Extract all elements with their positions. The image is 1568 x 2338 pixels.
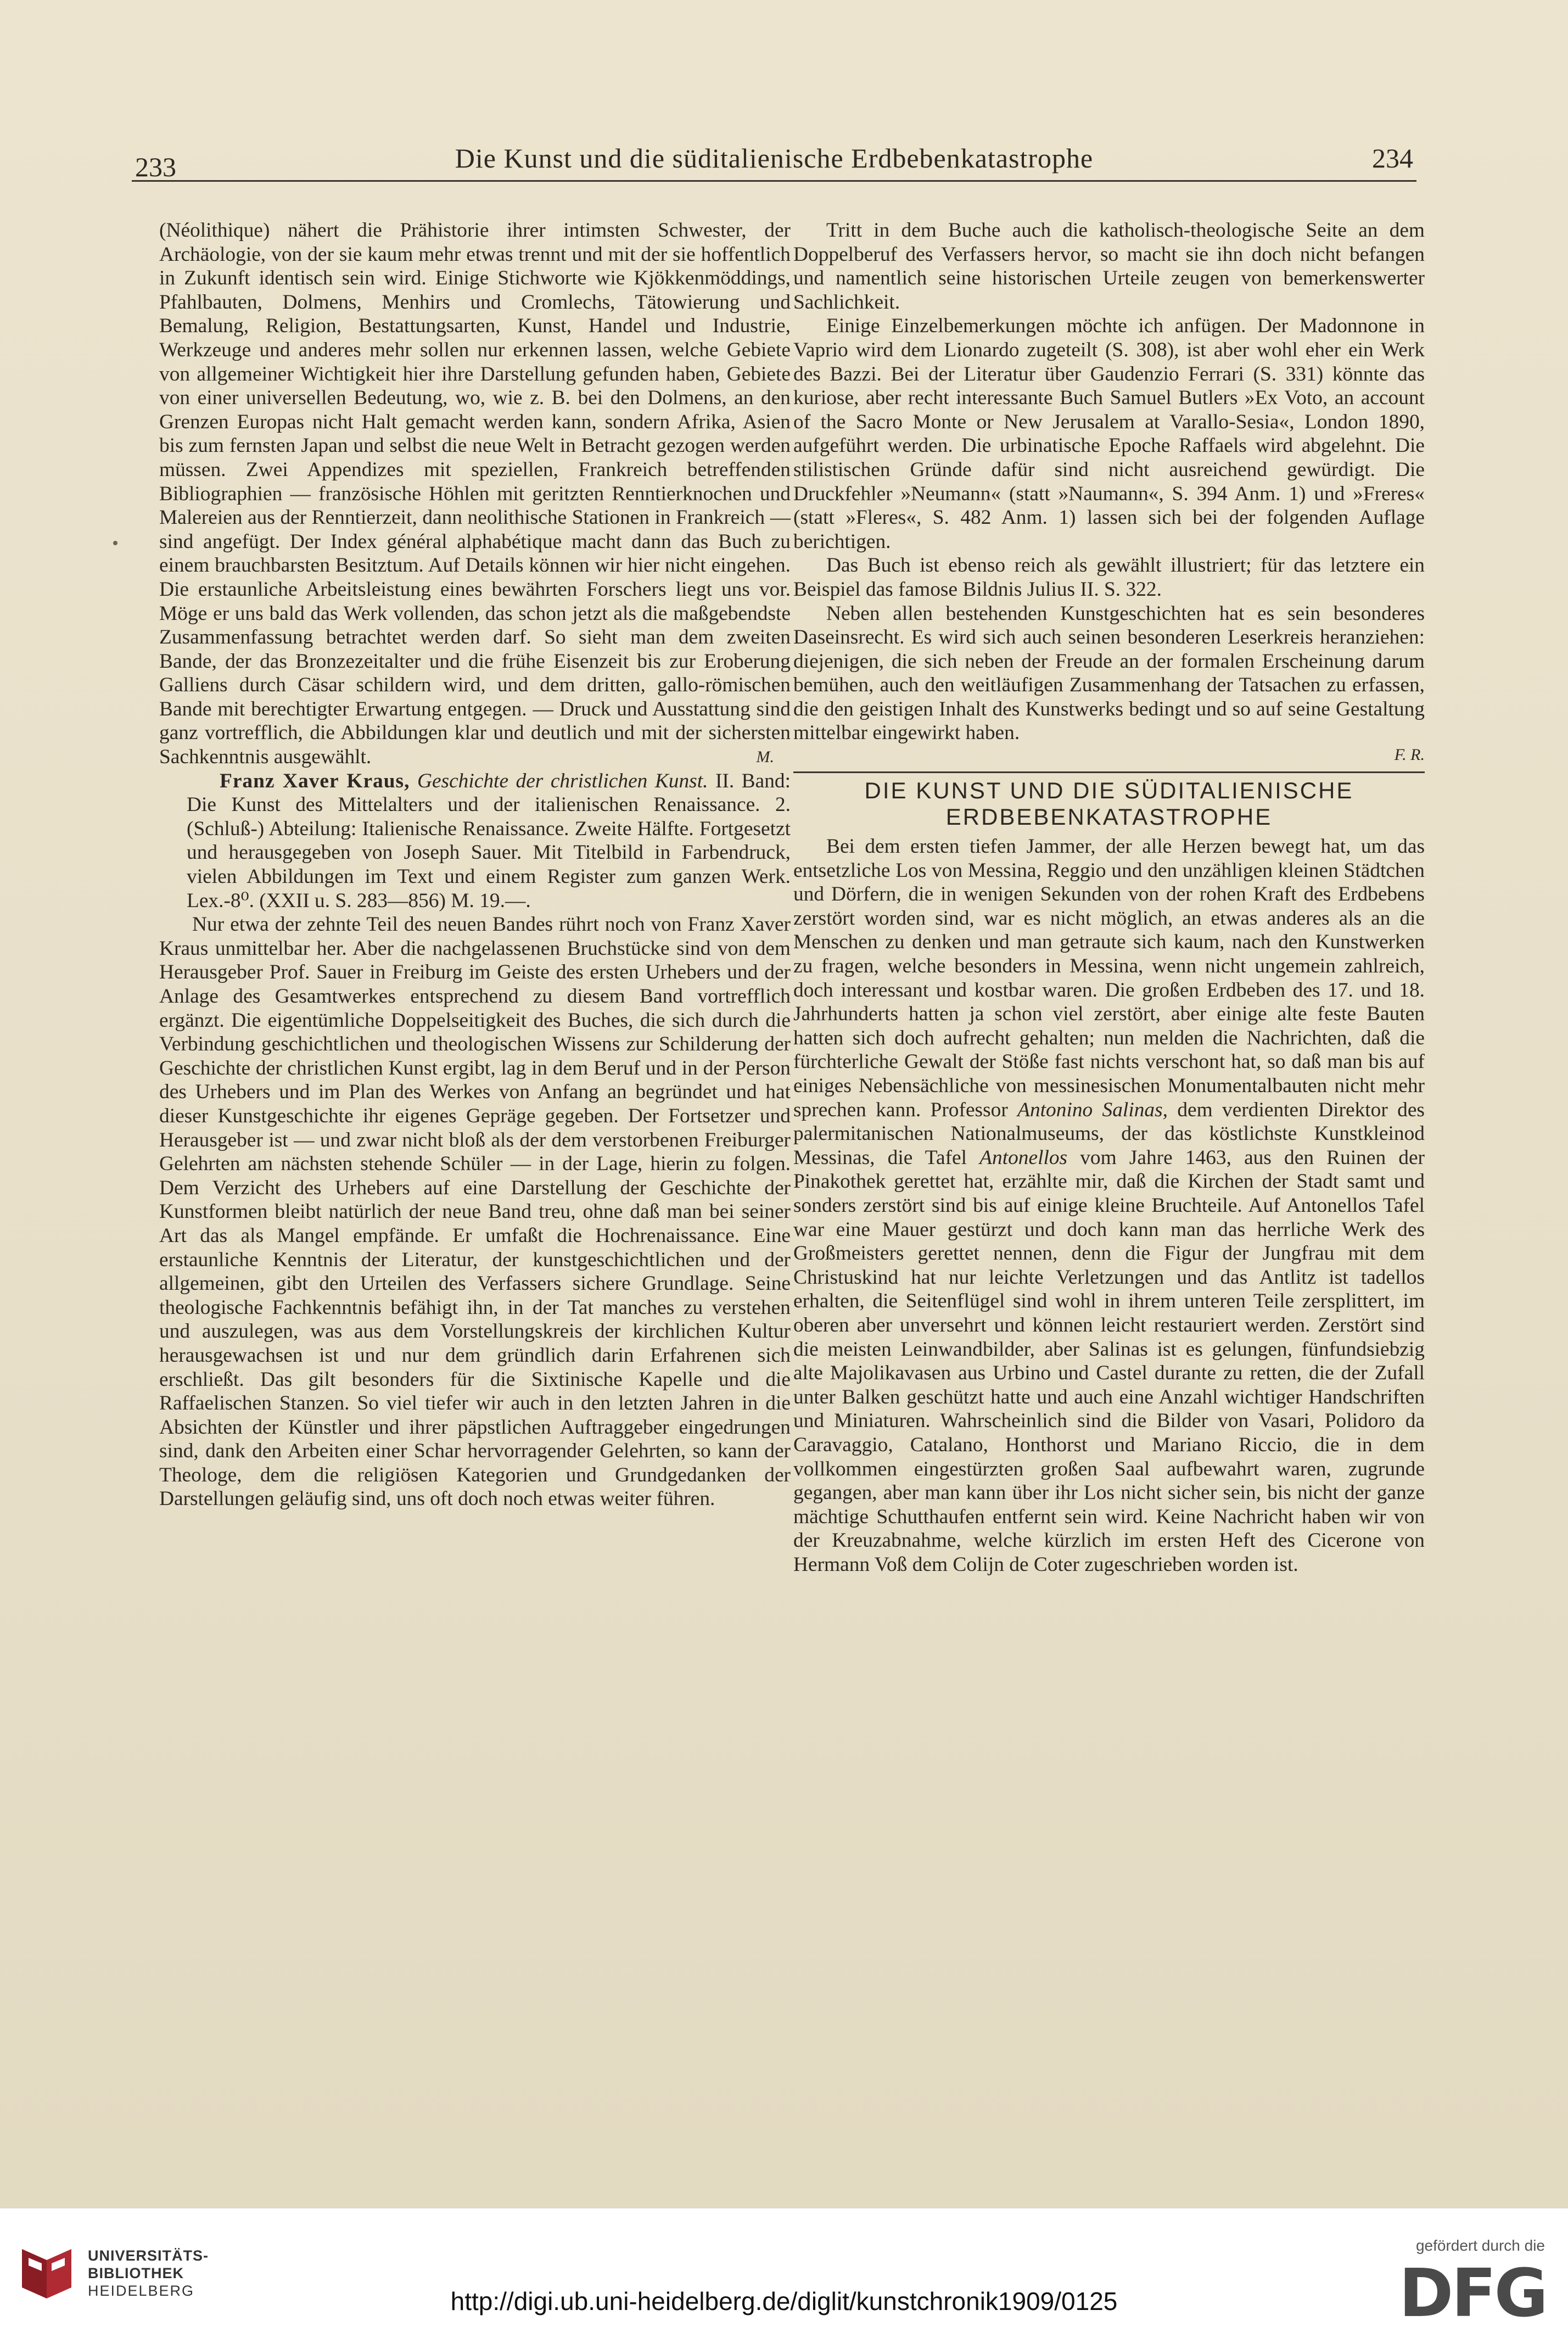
paragraph-text: dem verdienten Direktor des palermitanischen Nationalmuseums, der das köstlichste Kunstkleinod Messinas, die Tafel (793, 1098, 1425, 1169)
paragraph-text: Bei dem ersten tiefen Jammer, der alle Herzen bewegt hat, um das entsetzliche Los von Messina, Reggio und den unzähligen kleinen Städtchen und Dörfern, die in wenigen Sekunden von der rohen Kraft des Erdbebens zerstört worden sind, war es nicht möglich, an etwas anderes als an die Menschen zu denken und man getraute sich kaum, nach den Kunstwerken zu fragen, welche besonders in Messina, wenn nicht ungemein zahlreich, doch interessant und kostbar waren. Die großen Erdbeben des 17. und 18. Jahrhunderts hatten ja schon viel zerstört, aber einige alte feste Bauten hatten sich doch aufrecht gehalten; nun melden die Nachrichten, daß die fürchterliche Gewalt der Stöße fast nichts verschont hat, so daß man bis auf einiges Nebensächliche von messinesischen Monumentalbauten nicht mehr sprechen kann. Professor (793, 835, 1425, 1121)
paragraph-text: vom Jahre 1463, aus den Ruinen der Pinakothek gerettet hat, erzählte mir, daß die Kirchen der Stadt samt und sonders zerstört sind bis auf einige kleine Bruchteile. Auf Antonellos Tafel war eine Mauer gestürzt und doch kann man das herrliche Werk des Großmeisters gerettet nennen, denn die Figur der Jungfrau mit dem Christuskind hat nur leichte Verletzungen und das Antlitz ist tadellos erhalten, die Seitenflügel sind wohl in ihrem unteren Teile zersplittert, im oberen aber unversehrt und können leicht restauriert werden. Zerstört sind die meisten Leinwandbilder, aber Salinas ist es gelungen, fünfundsiebzig alte Majolikavasen aus Urbino und Castel durante zu retten, die der Zufall unter Balken geschützt hatte und auch eine Anzahl wichtiger Handschriften und Miniaturen. Wahrscheinlich sind die Bilder von Vasari, Polidoro da Caravaggio, Catalano, Honthorst und Mariano Riccio, die in dem vollkommen eingestürzten großen Saal aufbewahrt waren, zugrunde gegangen, aber man kann über ihr Los nicht sicher sein, bis nicht der ganze mächtige Schutthaufen entfernt sein wird. Keine Nachricht haben wir von der Kreuzabnahme, welche kürzlich im ersten Heft des Cicerone von Hermann Voß dem Colijn de Coter zugeschrieben worden ist. (793, 1146, 1425, 1576)
entry-details: II. Band: Die Kunst des Mittelalters und der italienischen Renaissance. 2. (Schluß-) Abteilung: Italienische Renaissance. Zweite Hälfte. Fortgesetzt und herausgegeben von Joseph Sauer. Mit Titelbild in Farbendruck, vielen Abbildungen im Text und einem Register zum ganzen Werk. Lex.-8⁰. (XXII u. S. 283—856) M. 19.—. (187, 769, 791, 912)
dfg-logo: DFG (1398, 2256, 1546, 2332)
section-heading-line: ERDBEBENKATASTROPHE (945, 804, 1273, 830)
paragraph: Einige Einzelbemerkungen möchte ich anfügen. Der Madonnone in Vaprio wird dem Lionardo zugeteilt (S. 308), ist aber wohl eher ein Werk des Bazzi. Bei der Literatur über Gaudenzio Ferrari (S. 331) könnte das kuriose, aber recht interessante Buch Samuel Butlers »Ex Voto, an account of the Sacro Monte or New Jerusalem at Varallo-Sesia«, London 1890, aufgeführt werden. Die urbinatische Epoche Raffaels wird abgelehnt. Die stilistischen Gründe dafür sind nicht ausreichend gewürdigt. Die Druckfehler »Neumann« (statt »Naumann«, S. 394 Anm. 1) und »Freres« (statt »Fleres«, S. 482 Anm. 1) lassen sich bei der folgenden Auflage berichtigen. (793, 315, 1425, 553)
paragraph: Das Buch ist ebenso reich als gewählt illustriert; für das letztere ein Beispiel das famose Bildnis Julius II. S. 322. (793, 554, 1425, 601)
section-divider (793, 771, 1425, 773)
margin-dot (113, 541, 117, 545)
library-name-line: HEIDELBERG (88, 2283, 195, 2299)
running-title: Die Kunst und die süditalienische Erdbebenkatastrophe (455, 143, 1094, 174)
running-head (132, 136, 1416, 182)
bibliographic-entry (159, 769, 791, 913)
sponsor-caption: gefördert durch die (1415, 2237, 1545, 2254)
entry-work-title: Geschichte der christlichen Kunst. (417, 769, 708, 792)
library-name-line: UNIVERSITÄTS- (88, 2247, 209, 2264)
page-number-left: 233 (135, 152, 176, 182)
paragraph (159, 219, 791, 769)
left-column (159, 219, 791, 1511)
person-name: Antonino Salinas, (1017, 1098, 1168, 1121)
person-name: Antonellos (979, 1146, 1068, 1169)
paragraph: Neben allen bestehenden Kunstgeschichten hat es sein besonderes Daseinsrecht. Es wird sich auch seinen besonderen Leserkreis heranziehen: diejenigen, die sich neben der Freude an der formalen Erscheinung darum bemühen, auch den weitläufigen Zusammenhang der Tatsachen zu erfassen, die den geistigen Inhalt des Kunstwerks bedingt und so auf seine Gestaltung mittelbar eingewirkt haben. (793, 602, 1425, 745)
signature: M. (756, 748, 774, 767)
right-column (793, 219, 1425, 1576)
paragraph: Tritt in dem Buche auch die katholisch-theologische Seite an dem Doppelberuf des Verfassers hervor, so macht sie ihn doch nicht befangen und namentlich seine historischen Urteile zeugen von bemerkenswerter Sachlichkeit. (793, 219, 1425, 314)
library-name-line: BIBLIOTHEK (88, 2265, 184, 2281)
source-url-link[interactable]: http://digi.ub.uni-heidelberg.de/diglit/kunstchronik1909/0125 (450, 2287, 1118, 2315)
section-heading-line: DIE KUNST UND DIE SÜDITALIENISCHE (864, 778, 1354, 804)
paragraph-text: (Néolithique) nähert die Prähistorie ihrer intimsten Schwester, der Archäologie, von der sie kaum mehr etwas trennt und mit der sie hoffentlich in Zukunft identisch sein wird. Einige Stichworte wie Kjökkenmöddings, Pfahlbauten, Dolmens, Menhirs und Cromlechs, Tätowierung und Bemalung, Religion, Bestattungsarten, Kunst, Handel und Industrie, Werkzeuge und anderes mehr sollen nur erkennen lassen, welche Gebiete von allgemeiner Wichtigkeit hier ihre Darstellung gefunden haben, Gebiete von einer universellen Bedeutung, wo, wie z. B. bei den Dolmens, an den Grenzen Europas nicht Halt gemacht werden kann, sondern Afrika, Asien bis zum fernsten Japan und selbst die neue Welt in Betracht gezogen werden müssen. Zwei Appendizes mit speziellen, Frankreich betreffenden Bibliographien — französische Höhlen mit geritzten Renntierknochen und Malereien aus der Renntierzeit, dann neolithische Stationen in Frankreich — sind angefügt. Der Index général alphabétique macht dann das Buch zu einem brauchbarsten Besitztum. Auf Details können wir hier nicht eingehen. Die erstaunliche Arbeitsleistung eines bewährten Forschers liegt uns vor. Möge er uns bald das Werk vollenden, das schon jetzt als die maßgebendste Zusammenfassung betrachtet werden darf. So sieht man dem zweiten Bande, der das Bronzezeitalter und die frühe Eisenzeit bis zur Eroberung Galliens durch Cäsar schildern wird, und dem dritten, gallo-römischen Bande mit berechtigter Erwartung entgegen. — Druck und Ausstattung sind ganz vortrefflich, die Abbildungen klar und deutlich und mit der sichersten Sachkenntnis ausgewählt. (159, 219, 791, 769)
library-footer (0, 2207, 1568, 2338)
section-heading (793, 778, 1425, 830)
paragraph (793, 835, 1425, 1576)
signature: F. R. (1394, 746, 1425, 764)
paragraph: Nur etwa der zehnte Teil des neuen Bandes rührt noch von Franz Xaver Kraus unmittelbar her. Aber die nachgelassenen Bruchstücke sind von dem Herausgeber Prof. Sauer in Freiburg im Geiste des ersten Urhebers und der Anlage des Gesamtwerkes entsprechend zu diesem Band vortrefflich ergänzt. Die eigentümliche Doppelseitigkeit des Buches, die sich durch die Verbindung geschichtlichen und theologischen Wissens zur Schilderung der Geschichte der christlichen Kunst ergibt, lag in dem Beruf und in der Person des Urhebers und im Plan des Werkes von Anfang an begründet und hat dieser Kunstgeschichte ihr eigenes Gepräge gegeben. Der Fortsetzer und Herausgeber ist — und zwar nicht bloß als der dem verstorbenen Freiburger Gelehrten am nächsten stehende Schüler — in der Lage, hierin zu folgen. Dem Verzicht des Urhebers auf eine Darstellung der Geschichte der Kunstformen bleibt natürlich der neue Band treu, ohne daß man bei seiner Art das als Mangel empfände. Er umfaßt die Hochrenaissance. Eine erstaunliche Kenntnis der Literatur, der kunstgeschichtlichen und der allgemeinen, gibt den Urteilen des Verfassers sichere Grundlage. Seine theologische Fachkenntnis befähigt ihn, in der Tat manches zu verstehen und auszulegen, was aus dem Vorstellungskreis der kirchlichen Kultur herausgewachsen ist und nur dem gründlich darin Erfahrenen sich erschließt. Das gilt besonders für die Sixtinische Kapelle und die Raffaelischen Stanzen. So viel tiefer wir auch in den letzten Jahren in die Absichten der Künstler und ihrer päpstlichen Auftraggeber eingedrungen sind, dank den Arbeiten einer Schar hervorragender Gelehrten, so kann der Theologe, dem die religiösen Kategorien und Grundgedanken der Darstellungen geläufig sind, uns oft doch noch etwas weiter führen. (159, 913, 791, 1511)
entry-author: Franz Xaver Kraus, (220, 769, 410, 792)
page-number-right: 234 (1372, 143, 1413, 174)
